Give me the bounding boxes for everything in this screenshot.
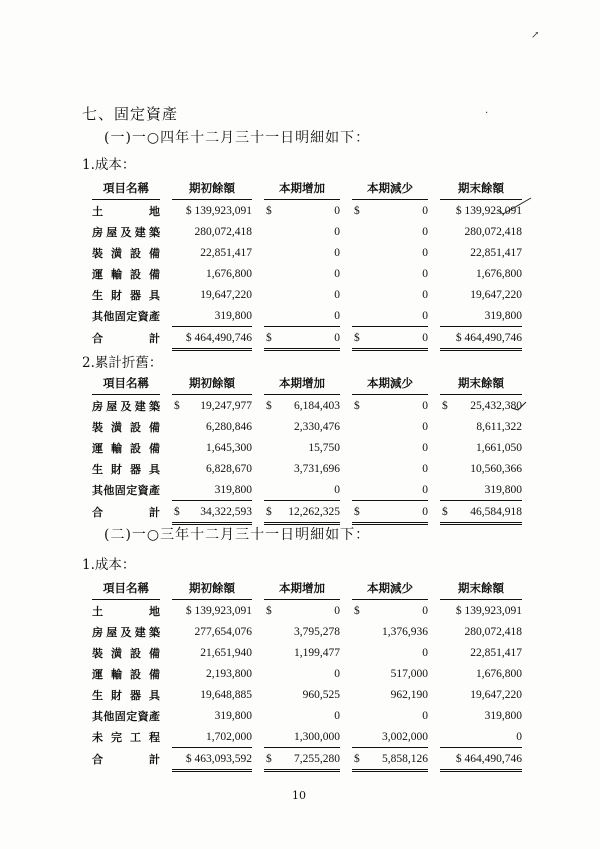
decrease [352, 327, 428, 350]
decrease [352, 305, 428, 327]
item-name: 合 計 [92, 506, 160, 519]
decrease [352, 663, 428, 684]
header-increase: 本期增加 [264, 372, 340, 395]
opening-balance [172, 479, 252, 501]
increase [264, 642, 340, 663]
amount-value: 21,651,940 [200, 646, 252, 659]
opening-balance [172, 305, 252, 327]
item-name: 合 計 [92, 753, 160, 766]
handwritten-tick-mark [510, 398, 530, 414]
closing-balance [440, 642, 522, 663]
item-name: 其他固定資產 [92, 483, 160, 497]
amount-value: 0 [334, 267, 340, 280]
amount-value: 960,525 [302, 688, 340, 701]
opening-balance [172, 221, 252, 242]
currency-symbol: $ [442, 399, 448, 412]
amount-value: 25,432,380 [470, 399, 522, 412]
amount-value: 0 [422, 399, 428, 412]
decrease [352, 395, 428, 417]
increase [264, 327, 340, 350]
header-decrease: 本期減少 [352, 177, 428, 200]
opening-balance [172, 200, 252, 222]
decrease [352, 200, 428, 222]
decrease [352, 458, 428, 479]
increase [264, 416, 340, 437]
opening-balance [172, 663, 252, 684]
amount-value: 319,800 [484, 483, 522, 496]
item-name: 未完工程 [92, 730, 160, 744]
cost-label-2014: 1.成本： [82, 157, 136, 173]
amount-value: 0 [334, 309, 340, 322]
header-opening-balance: 期初餘額 [172, 372, 252, 395]
amount-value: 19,647,220 [470, 688, 522, 701]
depreciation-table-2014 [92, 372, 522, 525]
closing-balance [440, 479, 522, 501]
amount-value: 34,322,593 [200, 505, 252, 518]
increase [264, 621, 340, 642]
opening-balance [172, 705, 252, 726]
amount-value: $ 464,490,746 [455, 331, 522, 344]
table-row [92, 642, 522, 663]
amount-value: 46,584,918 [470, 505, 522, 518]
amount-value: $ 463,093,592 [185, 752, 252, 765]
amount-value: 1,376,936 [382, 625, 428, 638]
scan-speck: ↗ [531, 30, 540, 41]
closing-balance [440, 242, 522, 263]
cost-table-2014 [92, 177, 522, 351]
table-row [92, 479, 522, 501]
table-row [92, 748, 522, 771]
currency-symbol: $ [174, 505, 180, 518]
amount-value: $ 464,490,746 [455, 752, 522, 765]
amount-value: 15,750 [308, 441, 340, 454]
amount-value: 5,858,126 [382, 752, 428, 765]
decrease [352, 748, 428, 771]
decrease [352, 642, 428, 663]
decrease [352, 501, 428, 524]
cost-label-2013: 1.成本： [82, 557, 136, 573]
item-name: 裝潢設備 [92, 246, 160, 260]
amount-value: 1,300,000 [294, 730, 340, 743]
closing-balance [440, 416, 522, 437]
item-name: 生財器具 [92, 688, 160, 702]
table-row [92, 395, 522, 417]
opening-balance [172, 458, 252, 479]
amount-value: 19,647,220 [470, 288, 522, 301]
amount-value: $ 139,923,091 [455, 204, 522, 217]
decrease [352, 263, 428, 284]
amount-value: 1,199,477 [294, 646, 340, 659]
increase [264, 437, 340, 458]
header-decrease: 本期減少 [352, 577, 428, 600]
amount-value: 1,661,050 [476, 441, 522, 454]
table-row [92, 305, 522, 327]
amount-value: 1,645,300 [206, 441, 252, 454]
increase [264, 263, 340, 284]
amount-value: 0 [516, 730, 522, 743]
increase [264, 705, 340, 726]
amount-value: 0 [422, 420, 428, 433]
opening-balance [172, 748, 252, 771]
header-closing-balance: 期末餘額 [440, 372, 522, 395]
increase [264, 600, 340, 622]
amount-value: 0 [422, 462, 428, 475]
amount-value: 3,795,278 [294, 625, 340, 638]
amount-value: 7,255,280 [294, 752, 340, 765]
table-row [92, 200, 522, 222]
amount-value: 319,800 [484, 709, 522, 722]
amount-value: 0 [334, 604, 340, 617]
opening-balance [172, 242, 252, 263]
amount-value: 0 [334, 246, 340, 259]
amount-value: 280,072,418 [194, 225, 252, 238]
amount-value: 0 [422, 204, 428, 217]
increase [264, 395, 340, 417]
header-item-name: 項目名稱 [92, 177, 160, 200]
amount-value: 962,190 [390, 688, 428, 701]
item-name: 土 地 [92, 204, 160, 218]
header-increase: 本期增加 [264, 577, 340, 600]
closing-balance [440, 663, 522, 684]
opening-balance [172, 600, 252, 622]
item-name: 房屋及建築 [92, 399, 160, 413]
amount-value: 3,002,000 [382, 730, 428, 743]
amount-value: 19,647,220 [200, 288, 252, 301]
amount-value: 0 [334, 709, 340, 722]
header-decrease: 本期減少 [352, 372, 428, 395]
amount-value: 319,800 [214, 309, 252, 322]
amount-value: 10,560,366 [470, 462, 522, 475]
closing-balance [440, 684, 522, 705]
currency-symbol: $ [174, 399, 180, 412]
header-opening-balance: 期初餘額 [172, 577, 252, 600]
increase [264, 305, 340, 327]
amount-value: 6,280,846 [206, 420, 252, 433]
amount-value: 1,676,800 [476, 267, 522, 280]
currency-symbol: $ [266, 331, 272, 344]
amount-value: 22,851,417 [200, 246, 252, 259]
closing-balance [440, 284, 522, 305]
opening-balance [172, 684, 252, 705]
amount-value: 8,611,322 [476, 420, 522, 433]
depreciation-label-2014: 2.累計折舊： [82, 355, 163, 371]
amount-value: 2,193,800 [206, 667, 252, 680]
item-name: 合 計 [92, 332, 160, 345]
subsection-title-2014: (一)一○四年十二月三十一日明細如下： [104, 130, 371, 146]
page-number: 10 [292, 789, 306, 802]
currency-symbol: $ [354, 331, 360, 344]
increase [264, 663, 340, 684]
item-name: 土 地 [92, 604, 160, 618]
currency-symbol: $ [354, 399, 360, 412]
currency-symbol: $ [442, 505, 448, 518]
item-name: 運輸設備 [92, 267, 160, 281]
amount-value: 0 [422, 267, 428, 280]
table-row [92, 263, 522, 284]
decrease [352, 600, 428, 622]
currency-symbol: $ [266, 505, 272, 518]
increase [264, 221, 340, 242]
amount-value: 0 [422, 288, 428, 301]
amount-value: 1,676,800 [476, 667, 522, 680]
decrease [352, 705, 428, 726]
increase [264, 200, 340, 222]
header-closing-balance: 期末餘額 [440, 577, 522, 600]
decrease [352, 437, 428, 458]
header-opening-balance: 期初餘額 [172, 177, 252, 200]
closing-balance [440, 705, 522, 726]
amount-value: $ 139,923,091 [455, 604, 522, 617]
currency-symbol: $ [354, 505, 360, 518]
increase [264, 726, 340, 748]
opening-balance [172, 284, 252, 305]
closing-balance [440, 263, 522, 284]
table-row [92, 437, 522, 458]
opening-balance [172, 395, 252, 417]
opening-balance [172, 642, 252, 663]
header-increase: 本期增加 [264, 177, 340, 200]
amount-value: $ 464,490,746 [185, 331, 252, 344]
opening-balance [172, 263, 252, 284]
subsection-title-2013: (二)一○三年十二月三十一日明細如下： [104, 527, 371, 543]
amount-value: 0 [334, 225, 340, 238]
decrease [352, 242, 428, 263]
increase [264, 242, 340, 263]
amount-value: 1,676,800 [206, 267, 252, 280]
amount-value: 319,800 [484, 309, 522, 322]
table-row [92, 458, 522, 479]
currency-symbol: $ [266, 752, 272, 765]
handwritten-tick-mark [495, 196, 535, 216]
item-name: 裝潢設備 [92, 420, 160, 434]
header-item-name: 項目名稱 [92, 577, 160, 600]
amount-value: 12,262,325 [288, 505, 340, 518]
closing-balance [440, 221, 522, 242]
decrease [352, 221, 428, 242]
amount-value: 6,184,403 [294, 399, 340, 412]
item-name: 房屋及建築 [92, 625, 160, 639]
amount-value: 3,731,696 [294, 462, 340, 475]
opening-balance [172, 327, 252, 350]
opening-balance [172, 621, 252, 642]
amount-value: 0 [334, 288, 340, 301]
item-name: 運輸設備 [92, 667, 160, 681]
table-row [92, 705, 522, 726]
item-name: 裝潢設備 [92, 646, 160, 660]
amount-value: 0 [334, 483, 340, 496]
decrease [352, 726, 428, 748]
closing-balance [440, 621, 522, 642]
amount-value: 0 [422, 505, 428, 518]
closing-balance [440, 726, 522, 748]
amount-value: 0 [422, 441, 428, 454]
currency-symbol: $ [354, 752, 360, 765]
currency-symbol: $ [266, 604, 272, 617]
decrease [352, 416, 428, 437]
currency-symbol: $ [266, 399, 272, 412]
currency-symbol: $ [266, 204, 272, 217]
item-name: 其他固定資產 [92, 709, 160, 723]
item-name: 房屋及建築 [92, 225, 160, 239]
amount-value: 0 [422, 246, 428, 259]
table-row [92, 501, 522, 524]
table-row [92, 242, 522, 263]
amount-value: 22,851,417 [470, 646, 522, 659]
table-row [92, 663, 522, 684]
closing-balance [440, 437, 522, 458]
table-row [92, 621, 522, 642]
closing-balance [440, 327, 522, 350]
amount-value: 280,072,418 [464, 225, 522, 238]
header-item-name: 項目名稱 [92, 372, 160, 395]
opening-balance [172, 501, 252, 524]
amount-value: 280,072,418 [464, 625, 522, 638]
table-row [92, 600, 522, 622]
decrease [352, 684, 428, 705]
amount-value: 0 [334, 667, 340, 680]
amount-value: 517,000 [390, 667, 428, 680]
increase [264, 458, 340, 479]
closing-balance [440, 305, 522, 327]
table-row [92, 221, 522, 242]
amount-value: 6,828,670 [206, 462, 252, 475]
table-row [92, 416, 522, 437]
amount-value: 2,330,476 [294, 420, 340, 433]
amount-value: $ 139,923,091 [185, 604, 252, 617]
table-row [92, 327, 522, 350]
closing-balance [440, 458, 522, 479]
table-row [92, 284, 522, 305]
table-row [92, 684, 522, 705]
amount-value: 319,800 [214, 709, 252, 722]
amount-value: 1,702,000 [206, 730, 252, 743]
amount-value: 0 [422, 483, 428, 496]
amount-value: 0 [422, 646, 428, 659]
item-name: 生財器具 [92, 462, 160, 476]
increase [264, 479, 340, 501]
closing-balance [440, 501, 522, 524]
item-name: 其他固定資產 [92, 309, 160, 323]
header-closing-balance: 期末餘額 [440, 177, 522, 200]
amount-value: 0 [422, 331, 428, 344]
closing-balance [440, 748, 522, 771]
section-heading: 七、固定資產 [82, 105, 179, 123]
amount-value: 277,654,076 [194, 625, 252, 638]
decrease [352, 284, 428, 305]
increase [264, 684, 340, 705]
amount-value: 319,800 [214, 483, 252, 496]
amount-value: $ 139,923,091 [185, 204, 252, 217]
opening-balance [172, 416, 252, 437]
opening-balance [172, 726, 252, 748]
amount-value: 0 [422, 604, 428, 617]
opening-balance [172, 437, 252, 458]
amount-value: 19,247,977 [200, 399, 252, 412]
scan-speck: · [485, 108, 489, 119]
increase [264, 501, 340, 524]
increase [264, 284, 340, 305]
amount-value: 19,648,885 [200, 688, 252, 701]
amount-value: 0 [422, 309, 428, 322]
amount-value: 0 [422, 709, 428, 722]
amount-value: 0 [334, 204, 340, 217]
currency-symbol: $ [354, 604, 360, 617]
amount-value: 0 [334, 331, 340, 344]
decrease [352, 479, 428, 501]
currency-symbol: $ [354, 204, 360, 217]
increase [264, 748, 340, 771]
table-row [92, 726, 522, 748]
amount-value: 0 [422, 225, 428, 238]
item-name: 生財器具 [92, 288, 160, 302]
decrease [352, 621, 428, 642]
item-name: 運輸設備 [92, 441, 160, 455]
amount-value: 22,851,417 [470, 246, 522, 259]
closing-balance [440, 600, 522, 622]
cost-table-2013 [92, 577, 522, 772]
